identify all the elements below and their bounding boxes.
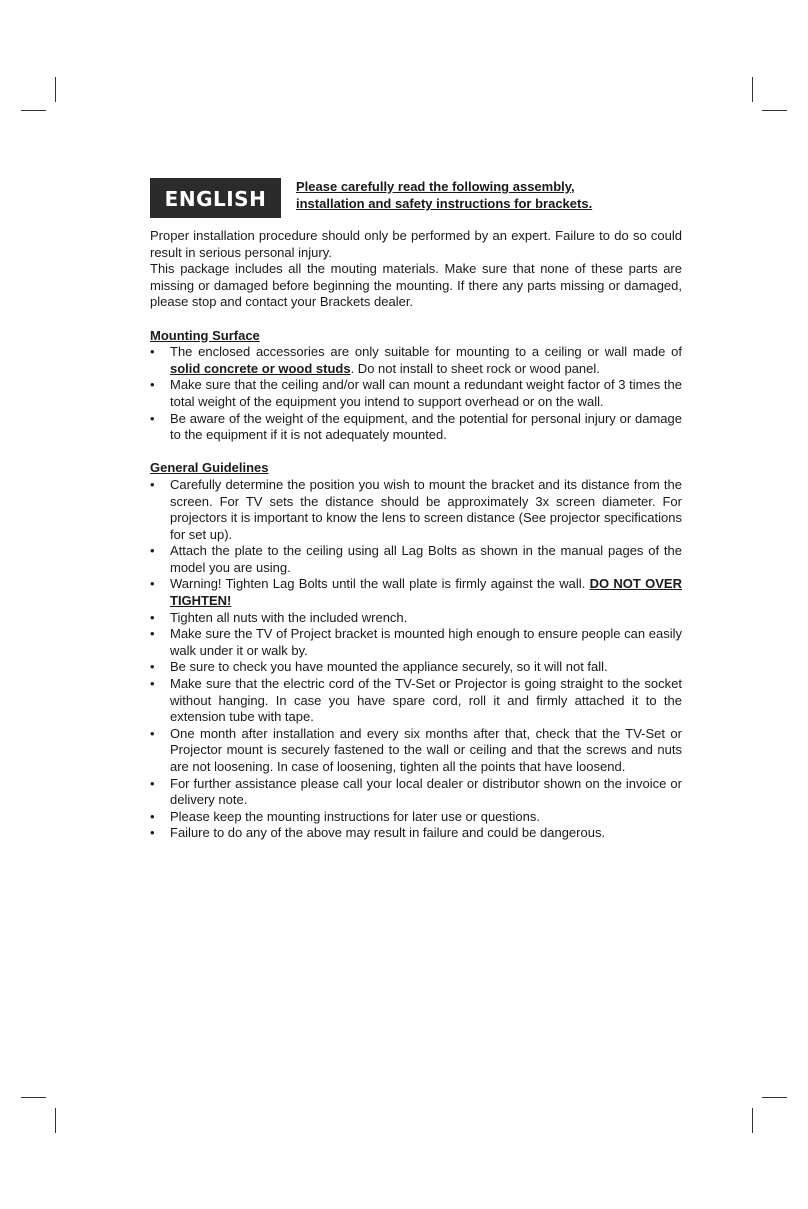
general-guidelines-title: General Guidelines (150, 460, 269, 476)
list-item: • Carefully determine the position you wish to mount the bracket and its distance from the screen. For TV sets the distance should be approximately 3x screen diameter. For projectors it is important to know the lens to screen distance (See projector specifications for set up). (150, 477, 682, 543)
language-badge: ENGLISH (150, 178, 281, 218)
list-item: • Be aware of the weight of the equipment, and the potential for personal injury or damage to the equipment if it is not adequately mounted. (150, 411, 682, 444)
list-item (150, 344, 682, 377)
list-item-text: The enclosed accessories are only suitable for mounting to a ceiling or wall made of (170, 344, 682, 360)
emphasis-text: solid concrete or wood studs (170, 360, 351, 376)
list-item: • Make sure that the ceiling and/or wall can mount a redundant weight factor of 3 times the total weight of the equipment you intend to support overhead or on the wall. (150, 377, 682, 410)
crop-mark-top-right-horizontal (762, 110, 787, 111)
header-title-line-1: Please carefully read the following assembly, (296, 179, 575, 194)
list-item: • Tighten all nuts with the included wrench. (150, 610, 682, 627)
list-item: • For further assistance please call your local dealer or distributor shown on the invoice or delivery note. (150, 776, 682, 809)
header-title (296, 178, 592, 212)
document-header (150, 178, 682, 218)
crop-mark-bottom-left-vertical (55, 1108, 56, 1133)
intro-paragraph-2: This package includes all the mouting materials. Make sure that none of these parts are missing or damaged before beginning the mounting. If there any parts missing or damaged, please stop and contact your Brackets dealer. (150, 261, 682, 310)
crop-mark-top-left-vertical (55, 77, 56, 102)
list-item: • Failure to do any of the above may result in failure and could be dangerous. (150, 825, 682, 842)
crop-mark-bottom-right-vertical (752, 1108, 753, 1133)
list-item: • Attach the plate to the ceiling using all Lag Bolts as shown in the manual pages of the model you are using. (150, 543, 682, 576)
list-item: • Make sure that the electric cord of the TV-Set or Projector is going straight to the socket without hanging. In case you have spare cord, roll it and firmly attached it to the extension tube with tape. (150, 676, 682, 726)
mounting-surface-title: Mounting Surface (150, 327, 260, 343)
list-item: • Be sure to check you have mounted the appliance securely, so it will not fall. (150, 659, 682, 676)
list-item: • One month after installation and every six months after that, check that the TV-Set or Projector mount is securely fastened to the wall or ceiling and that the screws and nuts are not loosening. In case of loosening, tighten all the points that have loosend. (150, 726, 682, 776)
mounting-surface-list (150, 344, 682, 444)
intro-paragraph-1: Proper installation procedure should only be performed by an expert. Failure to do so could result in serious personal injury. (150, 228, 682, 260)
crop-mark-bottom-right-horizontal (762, 1097, 787, 1098)
list-item (150, 576, 682, 609)
emphasis-text: DO NOT OVER TIGHTEN! (170, 576, 682, 609)
list-item-text: Warning! Tighten Lag Bolts until the wall plate is firmly against the wall. (170, 576, 590, 592)
general-guidelines-list (150, 477, 682, 842)
crop-mark-top-right-vertical (752, 77, 753, 102)
document-body (150, 178, 682, 842)
list-item: • Please keep the mounting instructions for later use or questions. (150, 809, 682, 826)
list-item: • Make sure the TV of Project bracket is mounted high enough to ensure people can easily walk under it or walk by. (150, 626, 682, 659)
list-item-text: . Do not install to sheet rock or wood panel. (350, 360, 600, 376)
crop-mark-bottom-left-horizontal (21, 1097, 46, 1098)
crop-mark-top-left-horizontal (21, 110, 46, 111)
header-title-line-2: installation and safety instructions for brackets. (296, 196, 593, 211)
